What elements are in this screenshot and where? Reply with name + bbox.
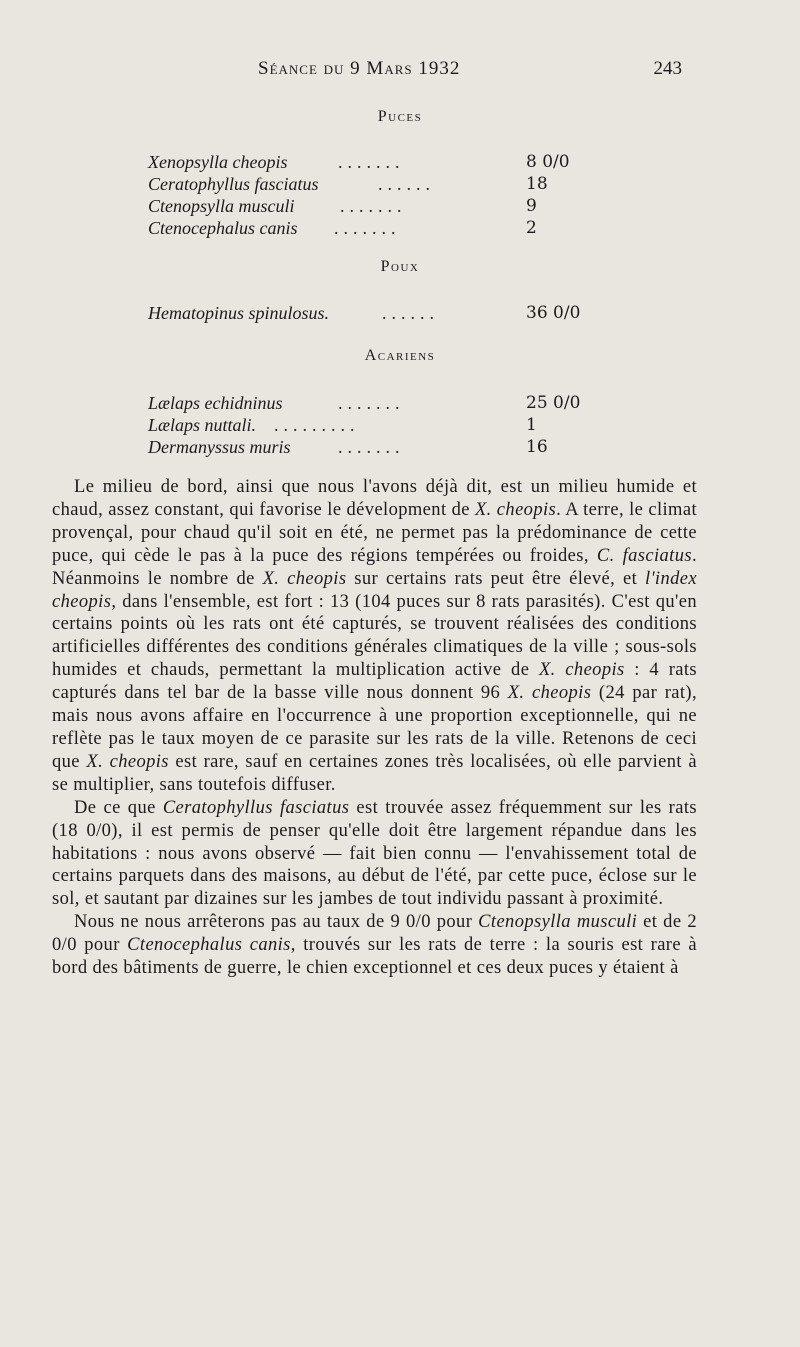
percentage-value: 1 (526, 415, 537, 435)
percentage-value: 36 0/0 (526, 303, 581, 323)
text-run: De ce que (74, 797, 163, 818)
text-run: est rare, sauf en certaines zones très localisées, où elle parvient à se multiplier, sans toutefois diffuser. (52, 751, 698, 795)
species-name: Hematopinus spinulosus. (148, 303, 330, 323)
species-name: Ctenopsylla musculi (148, 196, 295, 216)
italic-run: X. cheopis (262, 568, 347, 589)
table-acariens (148, 392, 608, 458)
table-row (148, 302, 608, 324)
table-row (148, 151, 608, 173)
text-run: et de 2 0/0 pour (52, 912, 697, 956)
text-run: , dans l'ensemble, est fort : 13 (104 puces sur 8 rats parasités). C'est qu'en certains points où les rats ont été capturés, se trouvent réalisées des conditions artificielles différentes des conditions générales climatiques de la ville ; sous-sols humides et chauds, permettant la multiplication active de (52, 591, 697, 681)
percentage-value: 18 (526, 174, 548, 194)
species-name: Dermanyssus muris (148, 437, 291, 457)
table-row (148, 173, 608, 195)
italic-run: Ctenopsylla musculi (478, 912, 638, 933)
leader-dots: ....... (338, 393, 405, 413)
leader-dots: ....... (340, 196, 407, 216)
percentage-value: 25 0/0 (526, 393, 581, 413)
percentage-value: 2 (526, 218, 537, 238)
italic-run: C. fasciatus (596, 545, 692, 566)
text-run: Le milieu de bord, ainsi que nous l'avons déjà dit, est un milieu humide et chaud, assez constant, qui favorise le dévelopment de (52, 477, 697, 520)
section-heading-poux: Poux (380, 258, 420, 275)
text-run: : 4 rats capturés dans tel bar de la basse ville nous donnent 96 (52, 660, 698, 704)
leader-dots: ...... (382, 303, 439, 323)
species-name: Xenopsylla cheopis (148, 152, 288, 172)
percentage-value: 16 (526, 437, 548, 457)
leader-dots: ....... (338, 437, 405, 457)
text-run: . Néanmoins le nombre de (52, 545, 697, 589)
leader-dots: ....... (338, 152, 405, 172)
italic-run: X. cheopis (507, 683, 592, 704)
italic-run: Ctenocephalus canis (127, 935, 291, 956)
section-heading-puces: Puces (377, 108, 423, 125)
paragraph (52, 476, 697, 797)
italic-run: Ceratophyllus fasciatus (162, 797, 350, 818)
species-name: Ceratophyllus fasciatus (148, 174, 319, 194)
table-puces (148, 151, 608, 239)
table-row (148, 392, 608, 414)
species-name: Lælaps echidninus (148, 393, 283, 413)
italic-run: X. cheopis (86, 751, 169, 772)
leader-dots: ......... (274, 415, 360, 435)
table-row (148, 436, 608, 458)
paragraph (52, 911, 697, 980)
section-heading-acariens: Acariens (364, 347, 436, 364)
paragraph (52, 797, 697, 912)
species-name: Ctenocephalus canis (148, 218, 298, 238)
table-poux (148, 302, 608, 324)
running-head (0, 58, 800, 84)
text-run: sur certains rats peut être élevé, et (346, 568, 646, 589)
text-run: Nous ne nous arrêterons pas au taux de 9 0/0 pour (74, 912, 479, 933)
table-row (148, 217, 608, 239)
italic-run: X. cheopis (474, 499, 557, 520)
leader-dots: ....... (334, 218, 401, 238)
table-row (148, 195, 608, 217)
table-row (148, 414, 608, 436)
species-name: Lælaps nuttali. (148, 415, 257, 435)
percentage-value: 9 (526, 196, 537, 216)
text-run: , trouvés sur les rats de terre : la souris est rare à bord des bâtiments de guerre, le chien exceptionnel et ces deux puces y étaient à (52, 935, 697, 979)
text-run: (24 par rat), mais nous avons affaire en l'occurrence à une proportion exceptionnelle, qui ne reflète pas le taux moyen de ce parasite sur les rats de la ville. Retenons de ceci que (52, 683, 698, 772)
body-text (52, 476, 697, 980)
text-run: . A terre, le climat provençal, pour chaud qu'il soit en été, ne permet pas la prédominance de cette puce, qui cède le pas à la puce des régions tempérées ou froides, (52, 499, 697, 566)
percentage-value: 8 0/0 (526, 152, 570, 172)
leader-dots: ...... (378, 174, 435, 194)
italic-run: X. cheopis (538, 660, 625, 681)
text-run: est trouvée assez fréquemment sur les rats (18 0/0), il est permis de penser qu'elle doit être largement répandue dans les habitations : nous avons observé — fait bien connu — l'envahissement total de certains parquets dans des maisons, au début de l'été, par cette puce, éclose sur le sol, et sautant par dizaines sur les jambes de tout individu passant à proximité. (52, 797, 697, 910)
running-title: Séance du 9 Mars 1932 (258, 58, 461, 79)
page-number: 243 (653, 58, 682, 79)
italic-run: l'index cheopis (52, 568, 697, 612)
